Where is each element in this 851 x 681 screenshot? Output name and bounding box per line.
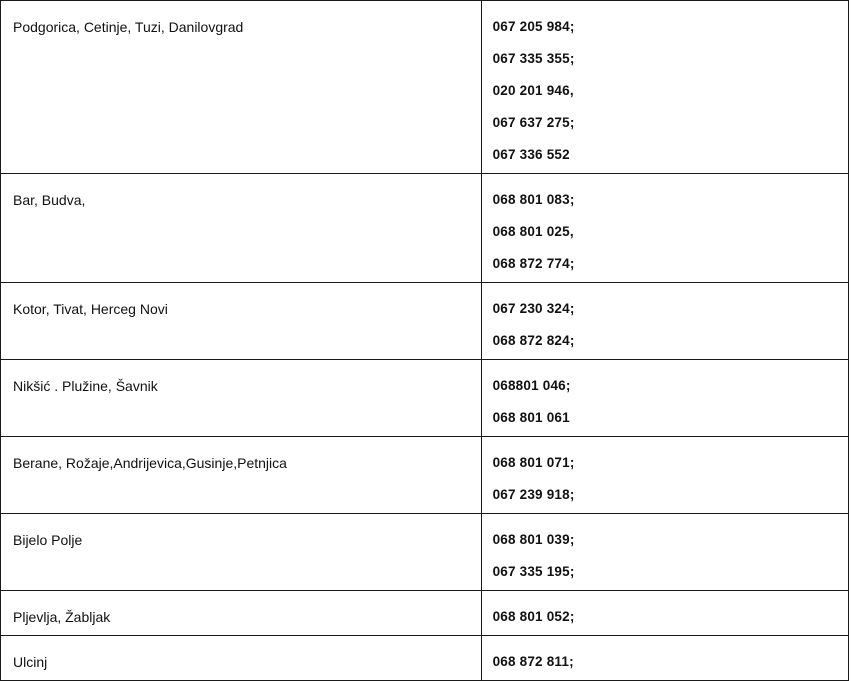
phones-cell <box>481 437 848 514</box>
phone-number: 068801 046; <box>492 378 571 393</box>
phone-number: 067 335 195; <box>492 564 575 579</box>
region-label: Kotor, Tivat, Herceg Novi <box>13 301 168 317</box>
phones-cell <box>481 636 848 681</box>
region-cell <box>1 636 482 681</box>
phone-number: 068 801 025, <box>492 224 574 239</box>
table-row <box>1 360 849 437</box>
table-row <box>1 283 849 360</box>
region-label: Nikšić . Plužine, Šavnik <box>13 378 158 394</box>
phone-number: 067 637 275; <box>492 115 575 130</box>
phone-number: 068 801 039; <box>492 532 575 547</box>
table-row <box>1 514 849 591</box>
phone-list <box>482 514 848 590</box>
phone-list <box>482 636 848 680</box>
region-label: Podgorica, Cetinje, Tuzi, Danilovgrad <box>13 19 244 35</box>
region-label: Bijelo Polje <box>13 532 83 548</box>
region-cell <box>1 514 482 591</box>
phone-number: 067 205 984; <box>492 19 575 34</box>
region-cell <box>1 437 482 514</box>
contact-table-body <box>1 1 849 681</box>
phone-number: 068 801 071; <box>492 455 575 470</box>
phone-number: 068 801 061 <box>492 410 570 425</box>
phones-cell <box>481 514 848 591</box>
phones-cell <box>481 1 848 174</box>
phone-number: 068 872 774; <box>492 256 575 271</box>
region-label: Bar, Budva, <box>13 192 86 208</box>
phone-number: 068 872 824; <box>492 333 575 348</box>
phone-number: 068 872 811; <box>492 654 574 669</box>
phone-list <box>482 591 848 635</box>
region-label: Ulcinj <box>13 654 48 670</box>
table-row <box>1 437 849 514</box>
phone-number: 068 801 083; <box>492 192 575 207</box>
phones-cell <box>481 174 848 283</box>
phones-cell <box>481 360 848 437</box>
region-cell <box>1 283 482 360</box>
phone-number: 020 201 946, <box>492 83 574 98</box>
table-row <box>1 1 849 174</box>
table-row <box>1 636 849 681</box>
region-cell <box>1 174 482 283</box>
phone-number: 068 801 052; <box>492 609 575 624</box>
phone-number: 067 335 355; <box>492 51 575 66</box>
phone-number: 067 230 324; <box>492 301 575 316</box>
phones-cell <box>481 591 848 636</box>
phone-list <box>482 283 848 359</box>
phone-list <box>482 437 848 513</box>
region-label: Berane, Rožaje,Andrijevica,Gusinje,Petnjica <box>13 455 287 471</box>
phone-list <box>482 360 848 436</box>
region-cell <box>1 1 482 174</box>
phone-list <box>482 174 848 282</box>
phones-cell <box>481 283 848 360</box>
phone-number: 067 336 552 <box>492 147 570 162</box>
region-label: Pljevlja, Žabljak <box>13 609 111 625</box>
region-cell <box>1 360 482 437</box>
phone-list <box>482 1 848 173</box>
table-row <box>1 174 849 283</box>
phone-number: 067 239 918; <box>492 487 575 502</box>
table-row <box>1 591 849 636</box>
region-cell <box>1 591 482 636</box>
